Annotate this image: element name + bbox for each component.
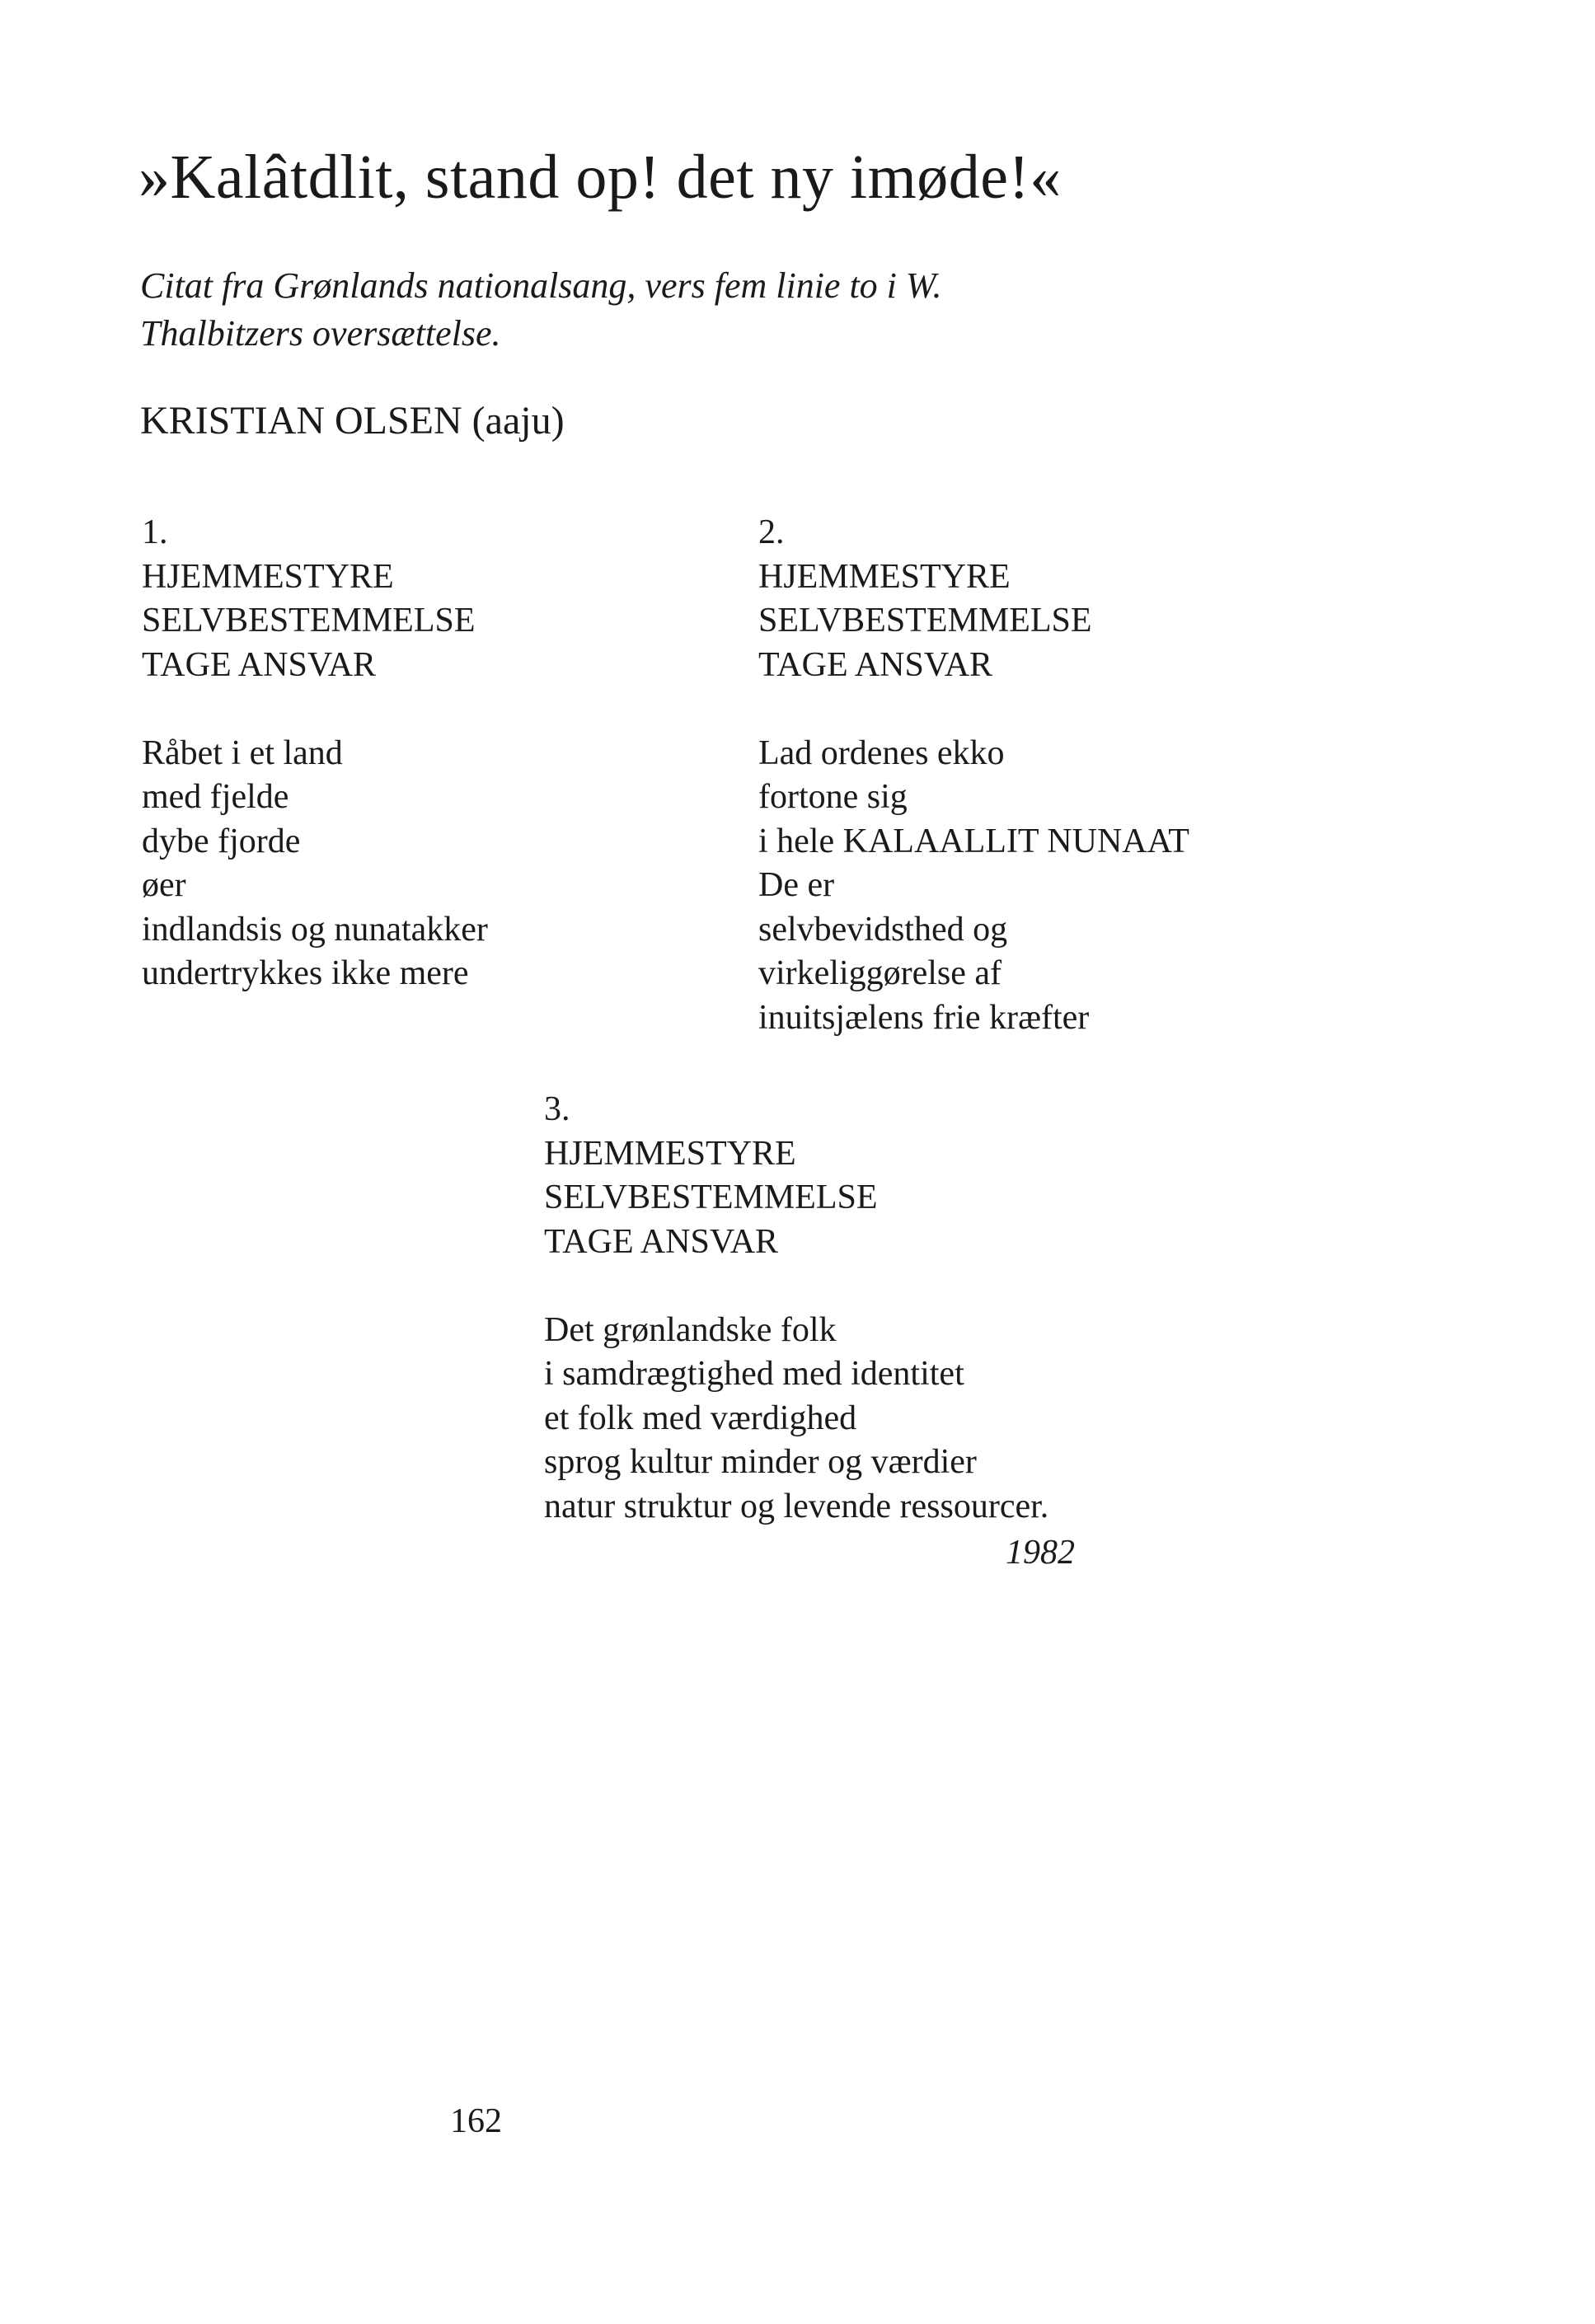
refrain-line: SELVBESTEMMELSE xyxy=(758,602,1092,640)
refrain-line: TAGE ANSVAR xyxy=(544,1222,779,1261)
verse-line: sprog kultur minder og værdier xyxy=(544,1443,977,1481)
stanza-3 xyxy=(544,1088,1048,1529)
stanza-2 xyxy=(758,511,1189,1040)
verse-line: Råbet i et land xyxy=(142,733,343,772)
poem-title: »Kalâtdlit, stand op! det ny imøde!« xyxy=(138,143,1062,212)
verse-line: i samdrægtighed med identitet xyxy=(544,1355,964,1393)
verse-line: inuitsjælens frie kræfter xyxy=(758,998,1090,1037)
verse-line: De er xyxy=(758,866,835,904)
verse-line: Det grønlandske folk xyxy=(544,1310,837,1349)
verse-line: indlandsis og nunatakker xyxy=(142,910,488,949)
verse-line: selvbevidsthed og xyxy=(758,910,1008,949)
verse-line: virkeliggørelse af xyxy=(758,954,1002,992)
verse-line: natur struktur og levende ressourcer. xyxy=(544,1487,1049,1525)
stanza-number: 2. xyxy=(758,513,785,551)
refrain-line: HJEMMESTYRE xyxy=(544,1134,796,1173)
verse-line: øer xyxy=(142,866,186,904)
refrain-line: SELVBESTEMMELSE xyxy=(544,1178,878,1216)
refrain-line: HJEMMESTYRE xyxy=(142,557,394,596)
refrain-line: HJEMMESTYRE xyxy=(758,557,1011,596)
verse-line: et folk med værdighed xyxy=(544,1399,857,1437)
verse-line: fortone sig xyxy=(758,778,908,816)
page-number: 162 xyxy=(450,2102,502,2140)
author-name: KRISTIAN OLSEN (aaju) xyxy=(140,399,565,443)
refrain-line: SELVBESTEMMELSE xyxy=(142,602,476,640)
verse-line: undertrykkes ikke mere xyxy=(142,954,469,992)
verse-line: Lad ordenes ekko xyxy=(758,733,1005,772)
stanza-number: 1. xyxy=(142,513,168,551)
refrain-line: TAGE ANSVAR xyxy=(142,645,377,684)
verse-line: dybe fjorde xyxy=(142,822,301,860)
verse-line: i hele KALAALLIT NUNAAT xyxy=(758,822,1189,860)
refrain-line: TAGE ANSVAR xyxy=(758,645,993,684)
stanza-number: 3. xyxy=(544,1090,570,1128)
verse-line: med fjelde xyxy=(142,778,289,816)
stanza-1 xyxy=(142,511,488,996)
poem-year: 1982 xyxy=(1006,1534,1075,1572)
subtitle-citation: Citat fra Grønlands nationalsang, vers fem linie to i W. Thalbitzers oversættelse. xyxy=(140,265,942,354)
